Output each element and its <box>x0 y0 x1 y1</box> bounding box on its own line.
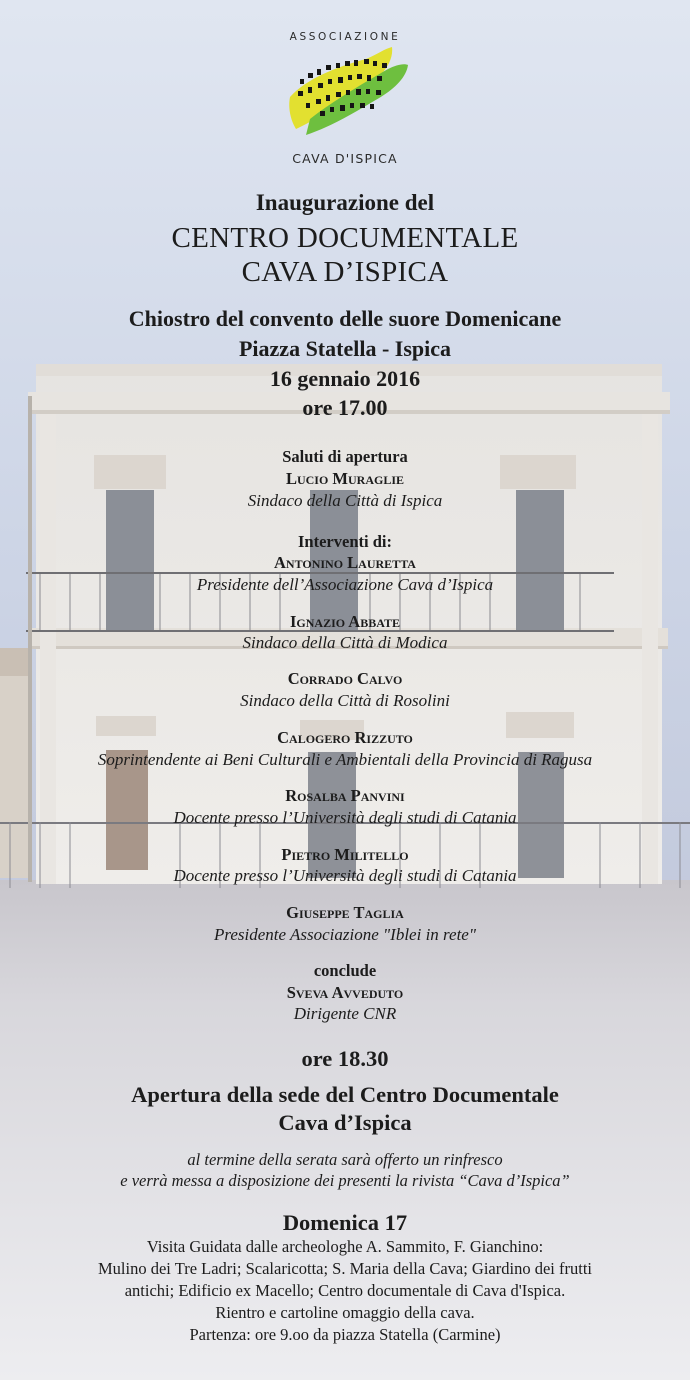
refreshment-note-line-2: e verrà messa a disposizione dei presenti la rivista “Cava d’Ispica” <box>120 1171 570 1190</box>
speaker-name: Pietro Militello <box>281 845 409 864</box>
sunday-heading: Domenica 17 <box>282 1210 408 1235</box>
speaker-role: Sindaco della Città di Ispica <box>247 491 443 510</box>
sunday-line: Mulino dei Tre Ladri; Scalaricotta; S. Maria della Cava; Giardino dei frutti <box>98 1259 592 1278</box>
event-time: ore 17.00 <box>302 395 388 420</box>
speaker-name: Ignazio Abbate <box>289 612 401 631</box>
association-logo <box>284 45 412 145</box>
sunday-line: Partenza: ore 9.oo da piazza Statella (Carmine) <box>189 1325 501 1344</box>
speaker-name: Calogero Rizzuto <box>277 728 413 747</box>
title-line-2: CAVA D’ISPICA <box>241 256 449 288</box>
sunday-line: antichi; Edificio ex Macello; Centro documentale di Cava d'Ispica. <box>124 1281 566 1300</box>
opening-heading: Saluti di apertura <box>282 447 408 466</box>
association-name: CAVA D'ISPICA <box>292 151 398 166</box>
speaker-role: Soprintendente ai Beni Culturali e Ambientali della Provincia di Ragusa <box>97 750 593 769</box>
closing-heading: conclude <box>313 961 377 980</box>
speaker-role: Presidente Associazione "Iblei in rete" <box>214 925 476 944</box>
inauguration-intro: Inaugurazione del <box>255 190 435 215</box>
speaker-name: Sveva Avveduto <box>286 983 404 1002</box>
opening-title-line-1: Apertura della sede del Centro Documentale <box>131 1082 559 1107</box>
venue-line-2: Piazza Statella - Ispica <box>238 336 452 361</box>
speaker-role: Dirigente CNR <box>293 1004 397 1023</box>
speaker-role: Docente presso l’Università degli studi di Catania <box>173 808 517 827</box>
title-line-1: CENTRO DOCUMENTALE <box>171 222 519 254</box>
speaker-role: Sindaco della Città di Modica <box>242 633 448 652</box>
speaker-name: Lucio Muraglie <box>285 469 405 488</box>
sunday-line: Visita Guidata dalle archeologhe A. Sammito, F. Gianchino: <box>146 1237 544 1256</box>
refreshment-note-line-1: al termine della serata sarà offerto un rinfresco <box>187 1150 503 1169</box>
opening-title-line-2: Cava d’Ispica <box>278 1110 412 1135</box>
speaker-name: Antonino Lauretta <box>274 553 416 572</box>
speaker-name: Rosalba Panvini <box>285 786 405 805</box>
speaker-role: Presidente dell’Associazione Cava d’Ispica <box>196 575 494 594</box>
opening-time: ore 18.30 <box>301 1046 389 1071</box>
event-date: 16 gennaio 2016 <box>269 366 421 391</box>
speaker-role: Docente presso l’Università degli studi di Catania <box>173 866 517 885</box>
speaker-name: Corrado Calvo <box>287 669 403 688</box>
speaker-role: Sindaco della Città di Rosolini <box>240 691 450 710</box>
association-label: ASSOCIAZIONE <box>289 31 401 43</box>
speaker-name: Giuseppe Taglia <box>286 903 404 922</box>
sunday-line: Rientro e cartoline omaggio della cava. <box>215 1303 475 1322</box>
interventions-heading: Interventi di: <box>298 532 392 551</box>
venue-line-1: Chiostro del convento delle suore Domenicane <box>128 306 562 331</box>
